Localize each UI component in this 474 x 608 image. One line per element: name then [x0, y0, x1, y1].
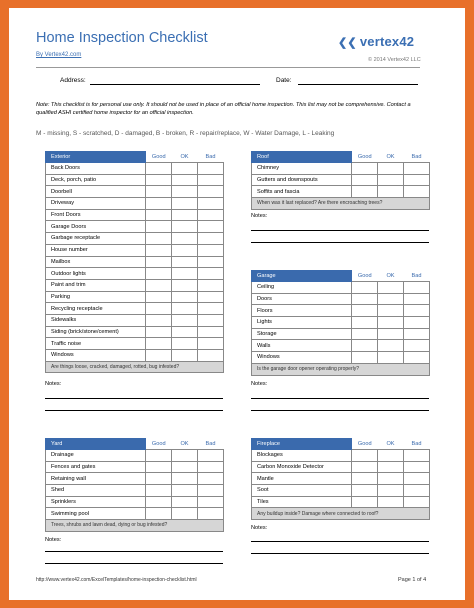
vertex42-logo — [338, 34, 414, 49]
rating-checkbox-ok[interactable] — [172, 473, 198, 485]
rating-header-bad: Bad — [404, 152, 430, 163]
checklist-item-label: Lights — [252, 317, 352, 329]
rating-checkbox-ok[interactable] — [172, 314, 198, 326]
rating-checkbox-good[interactable] — [146, 485, 172, 497]
disclaimer-note: Note: This checklist is for personal use only. It should not be used in place of an official home inspection. This list may not be comprehensive. Contact a qualified ASHI certified home inspector for an official inspection. — [36, 102, 411, 116]
rating-checkbox-bad[interactable] — [404, 282, 430, 294]
rating-header-good: Good — [352, 152, 378, 163]
rating-checkbox-ok[interactable] — [378, 496, 404, 508]
checklist-row — [46, 485, 224, 497]
rating-checkbox-good[interactable] — [146, 338, 172, 350]
garage-table — [251, 270, 430, 376]
rating-checkbox-good[interactable] — [146, 174, 172, 186]
checklist-item-label: Chimney — [252, 163, 352, 175]
rating-checkbox-good[interactable] — [352, 163, 378, 175]
rating-checkbox-good[interactable] — [352, 317, 378, 329]
rating-checkbox-ok[interactable] — [378, 305, 404, 317]
rating-checkbox-good[interactable] — [146, 221, 172, 233]
rating-checkbox-good[interactable] — [146, 256, 172, 268]
rating-checkbox-ok[interactable] — [172, 326, 198, 338]
rating-checkbox-bad[interactable] — [404, 317, 430, 329]
checklist-row — [46, 186, 224, 198]
checklist-row — [46, 279, 224, 291]
rating-checkbox-bad[interactable] — [198, 461, 224, 473]
checklist-item-label: Front Doors — [46, 209, 146, 221]
rating-checkbox-ok[interactable] — [378, 352, 404, 364]
rating-checkbox-ok[interactable] — [172, 221, 198, 233]
checklist-item-label: Ceiling — [252, 282, 352, 294]
page-number: Page 1 of 4 — [398, 577, 427, 583]
fireplace-section-title: Fireplace — [252, 439, 352, 450]
checklist-item-label: Deck, porch, patio — [46, 174, 146, 186]
date-field[interactable] — [298, 84, 418, 85]
rating-checkbox-bad[interactable] — [404, 461, 430, 473]
rating-header-good: Good — [146, 439, 172, 450]
rating-checkbox-ok[interactable] — [172, 209, 198, 221]
rating-checkbox-bad[interactable] — [404, 328, 430, 340]
logo-text: vertex42 — [359, 34, 415, 49]
checklist-item-label: Outdoor lights — [46, 268, 146, 280]
rating-checkbox-good[interactable] — [146, 461, 172, 473]
rating-checkbox-bad[interactable] — [198, 303, 224, 315]
checklist-row — [46, 496, 224, 508]
rating-checkbox-good[interactable] — [146, 314, 172, 326]
rating-checkbox-bad[interactable] — [198, 221, 224, 233]
checklist-item-label: Parking — [46, 291, 146, 303]
exterior-notes-line[interactable] — [45, 398, 223, 399]
checklist-row — [46, 508, 224, 520]
rating-checkbox-ok[interactable] — [172, 256, 198, 268]
rating-header-bad: Bad — [404, 271, 430, 282]
yard-question: Trees, shrubs and lawn dead, dying or bug infested? — [46, 520, 224, 532]
checklist-row — [46, 473, 224, 485]
checklist-item-label: Doors — [252, 293, 352, 305]
rating-header-good: Good — [352, 439, 378, 450]
rating-header-good: Good — [146, 152, 172, 163]
rating-checkbox-good[interactable] — [146, 326, 172, 338]
fireplace-notes-line[interactable] — [251, 541, 429, 542]
address-label: Address: — [60, 77, 86, 84]
footer-url[interactable]: http://www.vertex42.com/ExcelTemplates/home-inspection-checklist.html — [36, 577, 197, 583]
rating-checkbox-good[interactable] — [352, 473, 378, 485]
checklist-row — [252, 461, 430, 473]
checklist-item-label: Shed — [46, 485, 146, 497]
garage-question: Is the garage door opener operating properly? — [252, 363, 430, 375]
checklist-item-label: Swimming pool — [46, 508, 146, 520]
rating-checkbox-good[interactable] — [146, 496, 172, 508]
rating-checkbox-ok[interactable] — [378, 450, 404, 462]
checklist-item-label: Traffic noise — [46, 338, 146, 350]
checklist-row — [46, 350, 224, 362]
rating-checkbox-bad[interactable] — [404, 305, 430, 317]
checklist-row — [46, 326, 224, 338]
rating-checkbox-ok[interactable] — [378, 328, 404, 340]
rating-checkbox-ok[interactable] — [172, 233, 198, 245]
rating-checkbox-good[interactable] — [352, 174, 378, 186]
checklist-row — [252, 174, 430, 186]
checklist-row — [252, 450, 430, 462]
yard-section-title: Yard — [46, 439, 146, 450]
rating-header-ok: OK — [378, 271, 404, 282]
fireplace-notes-line[interactable] — [251, 553, 429, 554]
rating-checkbox-good[interactable] — [146, 244, 172, 256]
rating-checkbox-good[interactable] — [352, 485, 378, 497]
roof-question: When was it last replaced? Are there encroaching trees? — [252, 198, 430, 210]
exterior-table — [45, 151, 224, 373]
rating-checkbox-good[interactable] — [352, 293, 378, 305]
checklist-item-label: Back Doors — [46, 163, 146, 175]
page-title: Home Inspection Checklist — [36, 30, 208, 46]
rating-checkbox-good[interactable] — [352, 352, 378, 364]
checklist-item-label: Mantle — [252, 473, 352, 485]
condition-legend: M - missing, S - scratched, D - damaged, B - broken, R - repair/replace, W - Water Damage, L - Leaking — [36, 130, 335, 137]
checklist-item-label: Windows — [46, 350, 146, 362]
roof-table — [251, 151, 430, 210]
rating-header-ok: OK — [172, 439, 198, 450]
rating-checkbox-ok[interactable] — [378, 473, 404, 485]
checklist-item-label: Walls — [252, 340, 352, 352]
rating-checkbox-bad[interactable] — [198, 450, 224, 462]
rating-checkbox-good[interactable] — [146, 233, 172, 245]
checklist-row — [252, 293, 430, 305]
checklist-row — [46, 338, 224, 350]
rating-checkbox-bad[interactable] — [198, 326, 224, 338]
rating-checkbox-bad[interactable] — [404, 340, 430, 352]
checklist-item-label: House number — [46, 244, 146, 256]
roof-section-title: Roof — [252, 152, 352, 163]
checklist-item-label: Tiles — [252, 496, 352, 508]
rating-checkbox-bad[interactable] — [404, 473, 430, 485]
rating-checkbox-ok[interactable] — [172, 279, 198, 291]
address-field[interactable] — [90, 84, 260, 85]
exterior-question: Are things loose, cracked, damaged, rotted, bug infested? — [46, 361, 224, 373]
checklist-row — [46, 450, 224, 462]
garage-section-title: Garage — [252, 271, 352, 282]
rating-checkbox-bad[interactable] — [198, 314, 224, 326]
checklist-item-label: Soffits and fascia — [252, 186, 352, 198]
garage-notes-label: Notes: — [251, 381, 268, 387]
checklist-row — [252, 340, 430, 352]
rating-checkbox-ok[interactable] — [378, 163, 404, 175]
rating-checkbox-ok[interactable] — [172, 496, 198, 508]
rating-checkbox-ok[interactable] — [172, 508, 198, 520]
rating-checkbox-good[interactable] — [352, 461, 378, 473]
rating-header-bad: Bad — [404, 439, 430, 450]
checklist-row — [252, 328, 430, 340]
checklist-row — [46, 291, 224, 303]
checklist-row — [252, 186, 430, 198]
checklist-item-label: Soot — [252, 485, 352, 497]
roof-notes-label: Notes: — [251, 213, 268, 219]
rating-checkbox-bad[interactable] — [404, 186, 430, 198]
checklist-row — [46, 221, 224, 233]
rating-checkbox-bad[interactable] — [198, 186, 224, 198]
rating-checkbox-bad[interactable] — [198, 338, 224, 350]
checklist-item-label: Carbon Monoxide Detector — [252, 461, 352, 473]
checklist-row — [46, 209, 224, 221]
checklist-row — [252, 496, 430, 508]
header-divider — [36, 67, 420, 68]
rating-checkbox-bad[interactable] — [198, 485, 224, 497]
checklist-item-label: Sprinklers — [46, 496, 146, 508]
rating-checkbox-bad[interactable] — [404, 352, 430, 364]
checklist-row — [252, 163, 430, 175]
checklist-item-label: Mailbox — [46, 256, 146, 268]
rating-checkbox-bad[interactable] — [198, 174, 224, 186]
checklist-row — [252, 485, 430, 497]
rating-checkbox-ok[interactable] — [378, 485, 404, 497]
rating-checkbox-good[interactable] — [352, 186, 378, 198]
yard-table — [45, 438, 224, 532]
rating-checkbox-bad[interactable] — [198, 496, 224, 508]
rating-checkbox-good[interactable] — [352, 496, 378, 508]
rating-checkbox-ok[interactable] — [378, 293, 404, 305]
fireplace-table — [251, 438, 430, 520]
rating-header-good: Good — [352, 271, 378, 282]
yard-notes-line[interactable] — [45, 563, 223, 564]
rating-checkbox-bad[interactable] — [198, 291, 224, 303]
rating-checkbox-ok[interactable] — [378, 174, 404, 186]
rating-checkbox-good[interactable] — [146, 508, 172, 520]
checklist-item-label: Gutters and downspouts — [252, 174, 352, 186]
rating-checkbox-ok[interactable] — [172, 450, 198, 462]
yard-notes-line[interactable] — [45, 551, 223, 552]
rating-checkbox-good[interactable] — [146, 279, 172, 291]
checklist-row — [252, 352, 430, 364]
rating-header-bad: Bad — [198, 439, 224, 450]
rating-checkbox-bad[interactable] — [404, 450, 430, 462]
rating-checkbox-ok[interactable] — [378, 461, 404, 473]
checklist-row — [46, 256, 224, 268]
rating-checkbox-good[interactable] — [146, 303, 172, 315]
checklist-item-label: Fences and gates — [46, 461, 146, 473]
checklist-row — [252, 317, 430, 329]
rating-checkbox-ok[interactable] — [172, 338, 198, 350]
rating-checkbox-ok[interactable] — [172, 244, 198, 256]
checklist-row — [46, 268, 224, 280]
rating-checkbox-good[interactable] — [146, 450, 172, 462]
fireplace-question: Any buildup inside? Damage where connected to roof? — [252, 508, 430, 520]
rating-checkbox-bad[interactable] — [404, 174, 430, 186]
rating-header-ok: OK — [378, 152, 404, 163]
rating-checkbox-good[interactable] — [352, 450, 378, 462]
rating-checkbox-good[interactable] — [146, 198, 172, 210]
rating-checkbox-ok[interactable] — [172, 291, 198, 303]
checklist-item-label: Drainage — [46, 450, 146, 462]
rating-checkbox-bad[interactable] — [404, 293, 430, 305]
checklist-item-label: Garage Doors — [46, 221, 146, 233]
rating-checkbox-ok[interactable] — [172, 303, 198, 315]
rating-checkbox-good[interactable] — [146, 473, 172, 485]
rating-checkbox-bad[interactable] — [198, 163, 224, 175]
checklist-item-label: Recycling receptacle — [46, 303, 146, 315]
checklist-item-label: Retaining wall — [46, 473, 146, 485]
checklist-item-label: Garbage receptacle — [46, 233, 146, 245]
rating-checkbox-good[interactable] — [146, 186, 172, 198]
checklist-item-label: Doorbell — [46, 186, 146, 198]
rating-checkbox-ok[interactable] — [172, 485, 198, 497]
checklist-row — [252, 473, 430, 485]
rating-header-ok: OK — [378, 439, 404, 450]
rating-checkbox-bad[interactable] — [404, 496, 430, 508]
vertex-chevrons-icon: ❮❮ — [338, 37, 357, 49]
checklist-row — [46, 174, 224, 186]
rating-checkbox-good[interactable] — [146, 291, 172, 303]
rating-checkbox-bad[interactable] — [198, 279, 224, 291]
byline-link[interactable]: By Vertex42.com — [36, 52, 82, 58]
date-label: Date: — [276, 77, 292, 84]
rating-checkbox-good[interactable] — [146, 163, 172, 175]
rating-checkbox-good[interactable] — [352, 282, 378, 294]
exterior-section-title: Exterior — [46, 152, 146, 163]
checklist-item-label: Windows — [252, 352, 352, 364]
rating-checkbox-ok[interactable] — [172, 198, 198, 210]
rating-checkbox-bad[interactable] — [198, 233, 224, 245]
rating-checkbox-bad[interactable] — [404, 163, 430, 175]
checklist-row — [46, 163, 224, 175]
checklist-item-label: Driveway — [46, 198, 146, 210]
roof-notes-line[interactable] — [251, 242, 429, 243]
rating-checkbox-ok[interactable] — [172, 174, 198, 186]
rating-checkbox-good[interactable] — [146, 350, 172, 362]
rating-checkbox-bad[interactable] — [198, 473, 224, 485]
rating-checkbox-bad[interactable] — [404, 485, 430, 497]
checklist-row — [46, 461, 224, 473]
rating-checkbox-bad[interactable] — [198, 244, 224, 256]
rating-checkbox-ok[interactable] — [378, 317, 404, 329]
checklist-row — [252, 305, 430, 317]
rating-checkbox-good[interactable] — [146, 209, 172, 221]
rating-checkbox-bad[interactable] — [198, 350, 224, 362]
rating-checkbox-bad[interactable] — [198, 198, 224, 210]
checklist-row — [46, 198, 224, 210]
rating-checkbox-ok[interactable] — [378, 340, 404, 352]
yard-notes-label: Notes: — [45, 537, 62, 543]
roof-notes-line[interactable] — [251, 230, 429, 231]
rating-checkbox-good[interactable] — [352, 328, 378, 340]
rating-checkbox-bad[interactable] — [198, 508, 224, 520]
rating-checkbox-ok[interactable] — [378, 282, 404, 294]
checklist-row — [252, 282, 430, 294]
checklist-row — [46, 233, 224, 245]
garage-notes-line[interactable] — [251, 410, 429, 411]
rating-checkbox-ok[interactable] — [172, 461, 198, 473]
rating-checkbox-good[interactable] — [352, 305, 378, 317]
rating-checkbox-ok[interactable] — [172, 186, 198, 198]
rating-header-ok: OK — [172, 152, 198, 163]
checklist-item-label: Blockages — [252, 450, 352, 462]
rating-checkbox-ok[interactable] — [378, 186, 404, 198]
checklist-item-label: Siding (brick/stone/cement) — [46, 326, 146, 338]
rating-checkbox-bad[interactable] — [198, 268, 224, 280]
rating-checkbox-ok[interactable] — [172, 163, 198, 175]
rating-checkbox-good[interactable] — [352, 340, 378, 352]
rating-checkbox-ok[interactable] — [172, 350, 198, 362]
rating-checkbox-good[interactable] — [146, 268, 172, 280]
checklist-item-label: Floors — [252, 305, 352, 317]
exterior-notes-label: Notes: — [45, 381, 62, 387]
checklist-item-label: Storage — [252, 328, 352, 340]
garage-notes-line[interactable] — [251, 398, 429, 399]
exterior-notes-line[interactable] — [45, 410, 223, 411]
checklist-row — [46, 244, 224, 256]
rating-checkbox-bad[interactable] — [198, 256, 224, 268]
fireplace-notes-label: Notes: — [251, 525, 268, 531]
rating-checkbox-ok[interactable] — [172, 268, 198, 280]
copyright-text: © 2014 Vertex42 LLC — [368, 57, 421, 63]
rating-checkbox-bad[interactable] — [198, 209, 224, 221]
checklist-item-label: Paint and trim — [46, 279, 146, 291]
checklist-row — [46, 303, 224, 315]
checklist-item-label: Sidewalks — [46, 314, 146, 326]
rating-header-bad: Bad — [198, 152, 224, 163]
checklist-row — [46, 314, 224, 326]
